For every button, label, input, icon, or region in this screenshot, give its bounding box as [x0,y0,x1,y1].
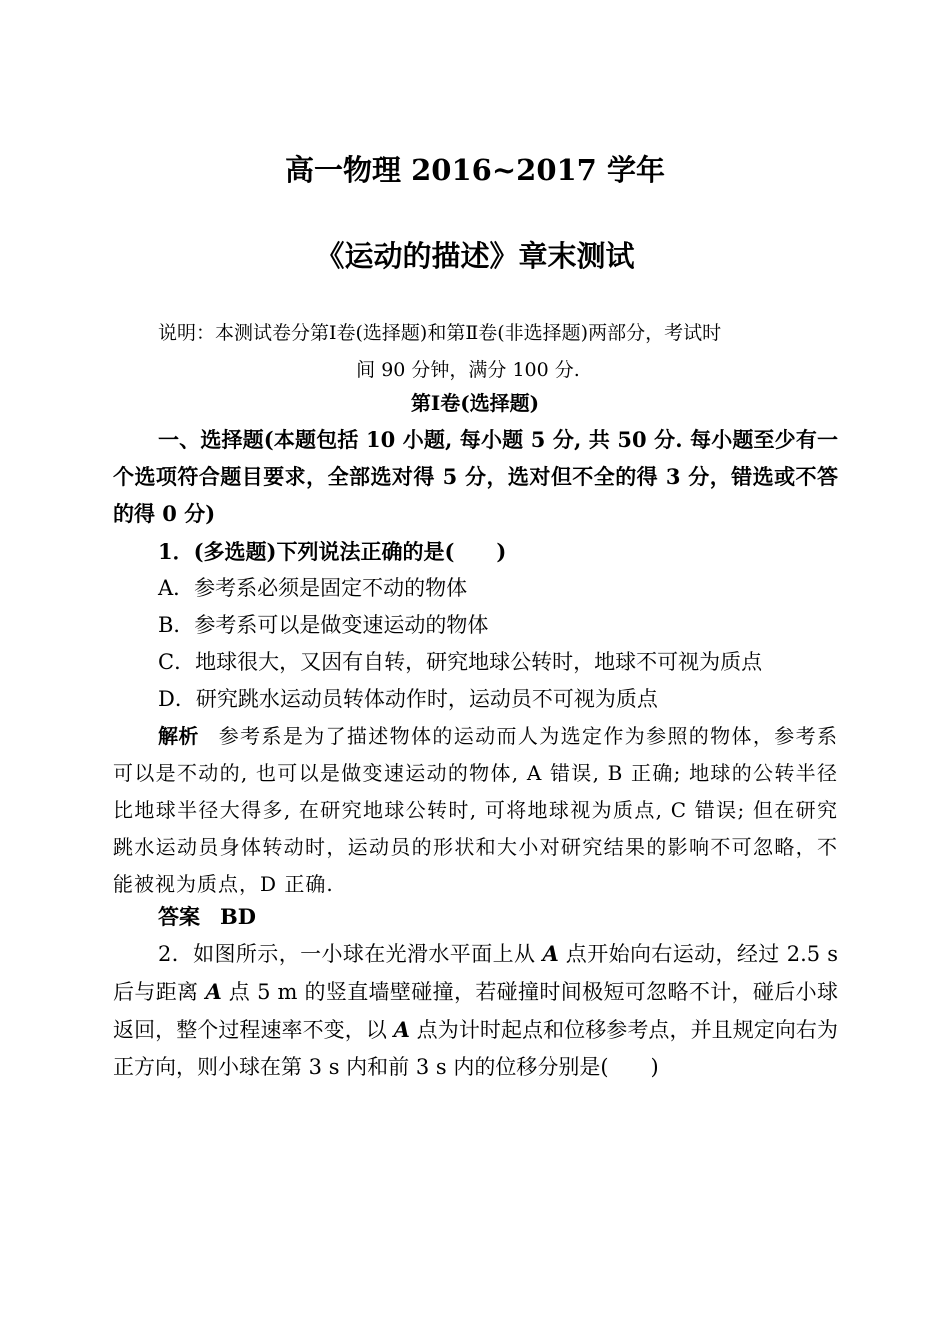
question-1-stem: 1．(多选题)下列说法正确的是( ) [158,539,507,564]
question-1-analysis [113,718,838,903]
question-1-answer [158,898,256,935]
exam-subtitle: 《运动的描述》章末测试 [315,239,635,273]
section-instructions: 一、选择题(本题包括 10 小题, 每小题 5 分, 共 50 分. 每小题至少有一个选项符合题目要求，全部选对得 5 分，选对但不全的得 3 分，错选或不答的得 0 分) [113,427,838,526]
q2-part-1: 2．如图所示，一小球在光滑水平面上从 [158,942,543,966]
question-1-option-c: C．地球很大，又因有自转，研究地球公转时，地球不可视为质点 [158,650,763,674]
notice-line-2: 间 90 分钟，满分 100 分. [356,359,580,381]
question-1-option-a: A．参考系必须是固定不动的物体 [158,576,468,600]
question-2-stem [113,935,838,1086]
question-1-option-d: D．研究跳水运动员转体动作时，运动员不可视为质点 [158,687,658,711]
answer-label: 答案 [158,904,200,929]
q2-point-a-3: A [393,1017,410,1042]
answer-value: BD [220,904,256,929]
q2-part-3: 点 5 m 的竖直墙壁碰撞，若碰撞时间极短可忽略不计，碰后小球返回，整个过程速率不变，以 [113,980,838,1042]
exam-notice [158,315,838,389]
exam-title: 高一物理 2016~2017 学年 [285,153,665,187]
q2-point-a-2: A [205,979,222,1004]
analysis-label: 解析 [158,724,199,748]
notice-line-1: 说明：本测试卷分第Ⅰ卷(选择题)和第Ⅱ卷(非选择题)两部分，考试时 [158,322,722,344]
q2-part-4: 点为计时起点和位移参考点，并且规定向右为正方向，则小球在第 3 s 内和前 3 s 内的位移分别是( ) [113,1018,838,1079]
question-1-option-b: B．参考系可以是做变速运动的物体 [158,613,489,637]
q2-point-a: A [542,941,559,966]
q2-part-2: 点开始向右运动，经过 2.5 s 后与距离 [113,942,838,1004]
analysis-text: 参考系是为了描述物体的运动而人为选定作为参照的物体，参考系可以是不动的, 也可以是做变速运动的物体, A 错误, B 正确; 地球的公转半径比地球半径大得多, 在研究地球公转时, 可将地球视为质点, C 错误; 但在研究跳水运动员身体转动时，运动员的形状和大小对研究结果的影响不可忽略，不能被视为质点，D 正确. [113,724,839,896]
section-heading: 第Ⅰ卷(选择题) [410,391,540,415]
